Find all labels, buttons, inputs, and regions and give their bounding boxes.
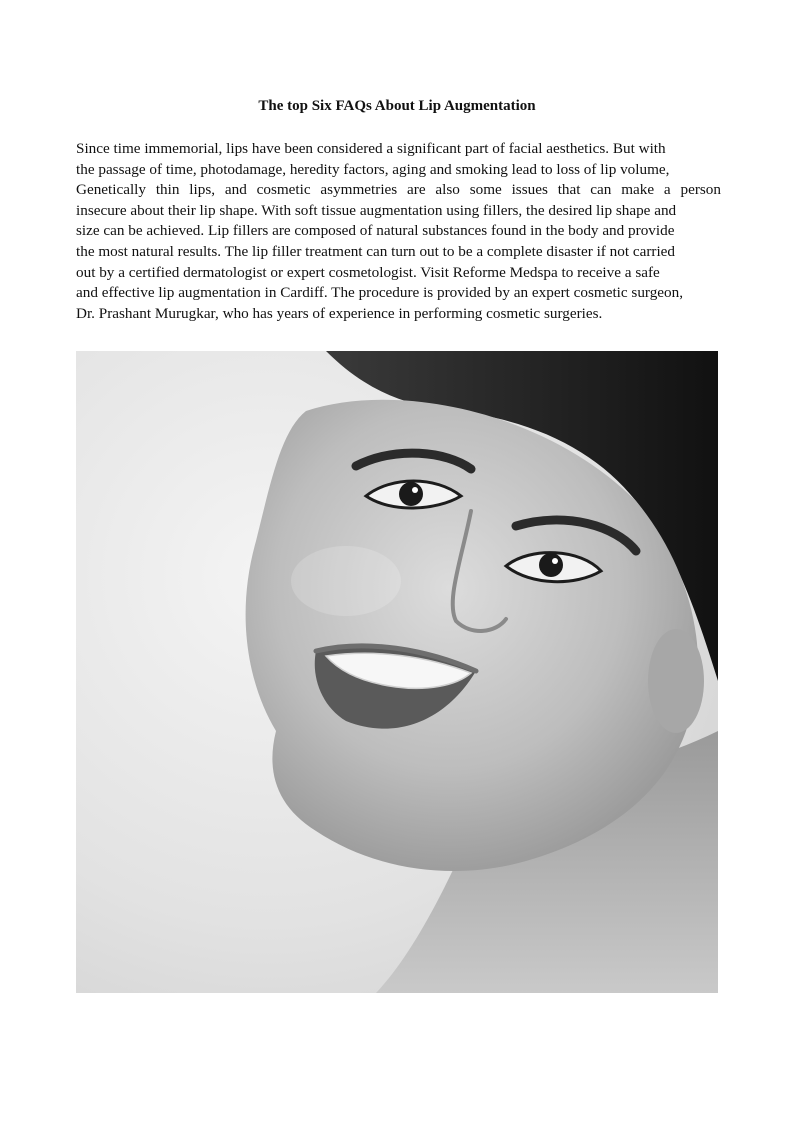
paragraph-line: insecure about their lip shape. With soft tissue augmentation using fillers, the desired lip shape and (76, 201, 677, 219)
document-title: The top Six FAQs About Lip Augmentation (258, 98, 536, 114)
photo-illustration (76, 351, 718, 993)
paragraph-line: Dr. Prashant Murugkar, who has years of experience in performing cosmetic surgeries. (76, 304, 603, 322)
paragraph-line: out by a certified dermatologist or expert cosmetologist. Visit Reforme Medspa to receive a safe (76, 263, 660, 281)
paragraph-line: the most natural results. The lip filler treatment can turn out to be a complete disaster if not carried (76, 242, 676, 260)
smiling-woman-photo (76, 351, 718, 993)
paragraph-line: Since time immemorial, lips have been considered a significant part of facial aesthetics. But with (76, 140, 666, 157)
paragraph-line: and effective lip augmentation in Cardiff. The procedure is provided by an expert cosmetic surgeon, (76, 284, 684, 302)
intro-paragraph (76, 139, 721, 324)
ear (648, 629, 704, 733)
paragraph-line: Genetically thin lips, and cosmetic asymmetries are also some issues that can make a person (76, 181, 721, 199)
paragraph-line: the passage of time, photodamage, heredity factors, aging and smoking lead to loss of lip volume, (76, 160, 670, 178)
paragraph-line: size can be achieved. Lip fillers are composed of natural substances found in the body and provide (76, 222, 675, 240)
cheek-highlight (291, 546, 401, 616)
